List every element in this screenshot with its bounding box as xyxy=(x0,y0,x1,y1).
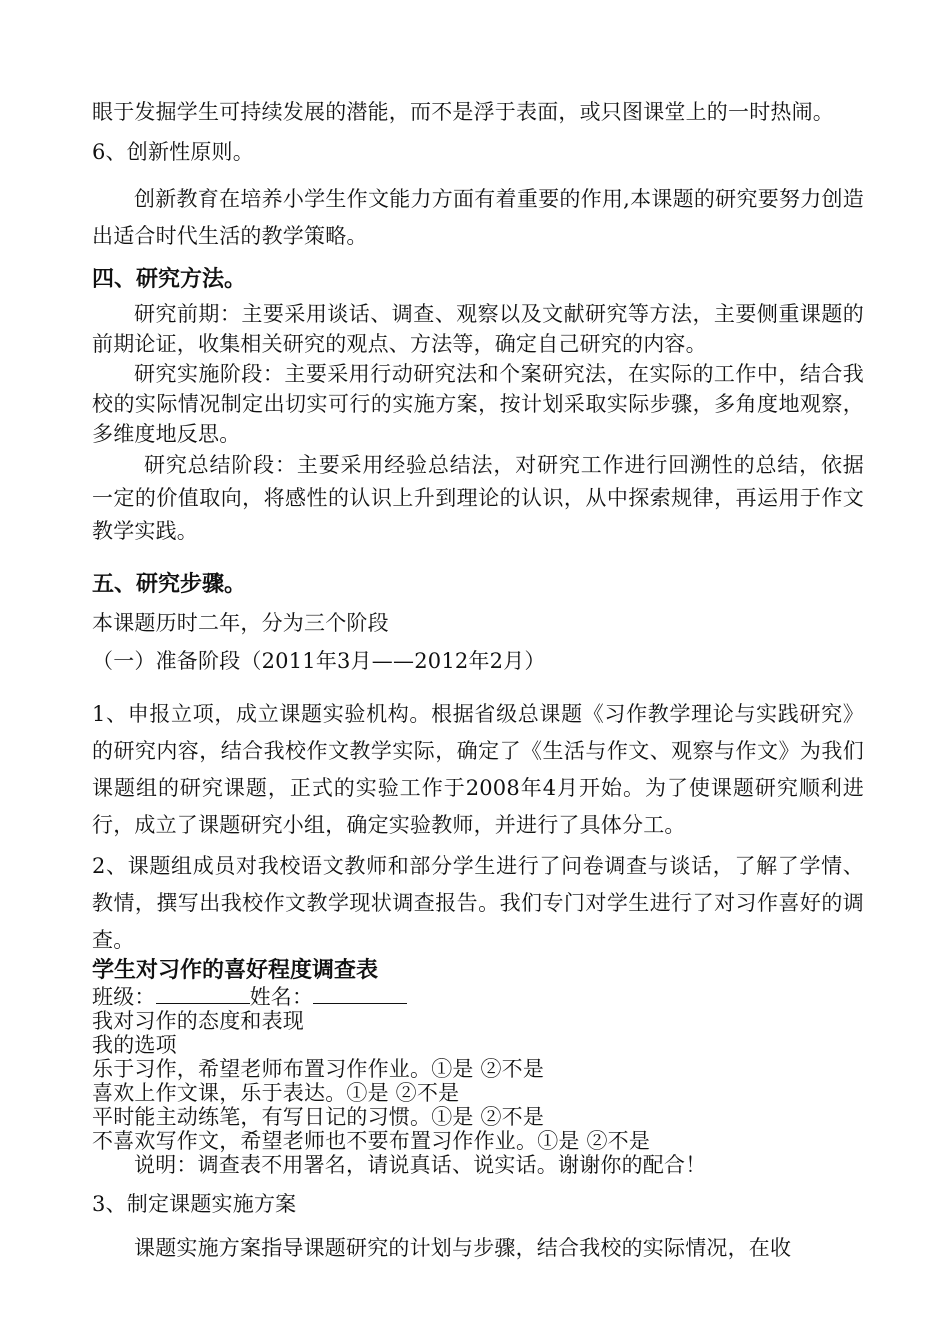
method-early-paragraph: 研究前期：主要采用谈话、调查、观察以及文献研究等方法，主要侧重课题的前期论证，收集相关研究的观点、方法等，确定自己研究的内容。 xyxy=(92,302,864,356)
implementation-plan-paragraph: 课题实施方案指导课题研究的计划与步骤，结合我校的实际情况，在收 xyxy=(134,1236,792,1260)
stage-1-heading: （一）准备阶段（2011年3月——2012年2月） xyxy=(92,649,546,673)
survey-item: 喜欢上作文课，乐于表达。①是 ②不是 xyxy=(92,1081,460,1105)
survey-item: 平时能主动练笔，有写日记的习惯。①是 ②不是 xyxy=(92,1105,545,1129)
name-label: 姓名： xyxy=(249,985,314,1009)
step-1-paragraph: 1、申报立项，成立课题实验机构。根据省级总课题《习作教学理论与实践研究》的研究内容，结合我校作文教学实际，确定了《生活与作文、观察与作文》为我们课题组的研究课题，正式的实验工作于2008年4月开始。为了使课题研究顺利进行，成立了课题研究小组，确定实验教师，并进行了具体分工。 xyxy=(92,702,864,837)
paragraph-continuation: 眼于发掘学生可持续发展的潜能，而不是浮于表面，或只图课堂上的一时热闹。 xyxy=(92,100,834,124)
duration-line: 本课题历时二年，分为三个阶段 xyxy=(92,611,389,635)
survey-title: 学生对习作的喜好程度调查表 xyxy=(92,958,379,983)
method-implementation-paragraph: 研究实施阶段：主要采用行动研究法和个案研究法，在实际的工作中，结合我校的实际情况制定出切实可行的实施方案，按计划采取实际步骤，多角度地观察，多维度地反思。 xyxy=(92,362,864,446)
method-summary-paragraph: 研究总结阶段：主要采用经验总结法，对研究工作进行回溯性的总结，依据一定的价值取向，将感性的认识上升到理论的认识，从中探索规律，再运用于作文教学实践。 xyxy=(92,453,864,543)
survey-header-attitude: 我对习作的态度和表现 xyxy=(92,1009,304,1033)
section-4-heading: 四、研究方法。 xyxy=(92,267,247,292)
section-5-heading: 五、研究步骤。 xyxy=(92,572,247,597)
class-blank xyxy=(156,983,250,1004)
survey-fill-line xyxy=(92,983,864,1009)
step-2-paragraph: 2、课题组成员对我校语文教师和部分学生进行了问卷调查与谈话，了解了学情、教情，撰写出我校作文教学现状调查报告。我们专门对学生进行了对习作喜好的调查。 xyxy=(92,854,864,952)
class-label: 班级： xyxy=(92,985,156,1009)
name-blank xyxy=(313,983,407,1004)
survey-header-options: 我的选项 xyxy=(92,1033,177,1057)
survey-note: 说明：调查表不用署名，请说真话、说实话。谢谢你的配合！ xyxy=(134,1153,707,1177)
step-3-heading: 3、制定课题实施方案 xyxy=(92,1192,297,1216)
innovation-paragraph: 创新教育在培养小学生作文能力方面有着重要的作用,本课题的研究要努力创造出适合时代生活的教学策略。 xyxy=(92,187,864,248)
survey-item: 乐于习作，希望老师布置习作作业。①是 ②不是 xyxy=(92,1057,545,1081)
survey-item: 不喜欢写作文，希望老师也不要布置习作作业。①是 ②不是 xyxy=(92,1129,651,1153)
principle-6-heading: 6、创新性原则。 xyxy=(92,140,254,164)
